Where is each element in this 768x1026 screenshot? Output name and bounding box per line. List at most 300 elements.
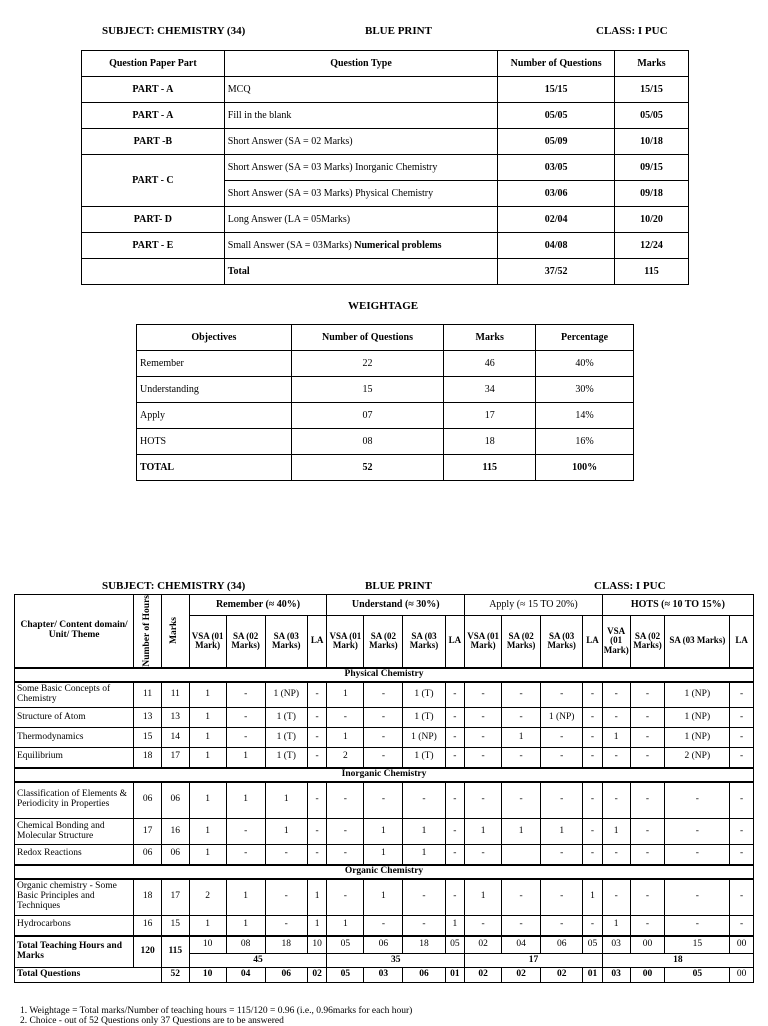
value-cell: 1 (NP) — [403, 728, 445, 748]
marks-cell: 17 — [161, 879, 189, 916]
subject-label: SUBJECT: CHEMISTRY (34) — [102, 25, 246, 37]
value-cell: - — [665, 782, 730, 819]
value-cell: - — [465, 708, 502, 728]
part-cell: PART - A — [82, 77, 225, 103]
value-cell: - — [502, 708, 541, 728]
section-row — [15, 865, 754, 879]
value-cell: 1 — [189, 728, 226, 748]
table-row — [82, 103, 689, 129]
table-row — [137, 429, 634, 455]
value-cell: - — [465, 916, 502, 936]
subcol-header: SA (02 Marks) — [502, 615, 541, 668]
value-cell: 1 — [189, 682, 226, 708]
total-hours: 120 — [134, 936, 162, 968]
value-cell: - — [502, 682, 541, 708]
value-cell: - — [730, 916, 754, 936]
value-cell: 1 — [265, 819, 307, 845]
hours-cell: 15 — [134, 728, 162, 748]
value-cell: - — [583, 819, 603, 845]
value-cell: 1 — [189, 916, 226, 936]
total-questions-value: 02 — [541, 968, 583, 983]
table-cell: Understanding — [137, 377, 292, 403]
value-cell: 1 — [502, 819, 541, 845]
value-cell: - — [226, 708, 265, 728]
type-text: MCQ — [227, 84, 251, 95]
table-cell: 07 — [291, 403, 444, 429]
class-label-2: CLASS: I PUC — [594, 580, 666, 592]
value-cell: - — [226, 728, 265, 748]
subcol-header: SA (03 Marks) — [265, 615, 307, 668]
marks-cell: 06 — [161, 845, 189, 865]
group-total: 35 — [327, 954, 465, 968]
footnote — [20, 1006, 412, 1026]
table-row — [82, 233, 689, 259]
section-title: Inorganic Chemistry — [15, 768, 754, 782]
marks-cell: 15/15 — [615, 77, 689, 103]
value-cell: 1 — [602, 728, 630, 748]
subcol-header: VSA (01 Mark) — [327, 615, 364, 668]
section-row — [15, 768, 754, 782]
value-cell: - — [445, 819, 465, 845]
hours-cell: 13 — [134, 708, 162, 728]
header-cell: Number of Questions — [498, 51, 615, 77]
type-cell — [224, 233, 497, 259]
marks-cell: 10/20 — [615, 207, 689, 233]
group-total: 18 — [602, 954, 753, 968]
marks-cell: 14 — [161, 728, 189, 748]
type-text: Short Answer (SA = 03 Marks) Physical Chemistry — [227, 188, 434, 199]
value-cell: - — [502, 782, 541, 819]
table-cell: TOTAL — [137, 455, 292, 481]
group-total: 45 — [189, 954, 327, 968]
marks-cell: 05/05 — [615, 103, 689, 129]
value-cell: - — [602, 708, 630, 728]
table-cell: 14% — [536, 403, 634, 429]
value-cell: - — [403, 782, 445, 819]
value-cell: 1 — [226, 748, 265, 768]
group-understand: Understand (≈ 30%) — [327, 595, 465, 616]
value-cell: 1 — [226, 782, 265, 819]
value-cell: 1 — [541, 819, 583, 845]
hours-cell: 16 — [134, 916, 162, 936]
part-cell: PART - A — [82, 103, 225, 129]
value-cell: 1 — [307, 916, 327, 936]
value-cell: - — [307, 748, 327, 768]
total-questions-row — [15, 968, 754, 983]
value-cell: - — [630, 819, 665, 845]
value-cell: - — [630, 748, 665, 768]
value-cell: - — [630, 782, 665, 819]
table-row — [15, 845, 754, 865]
total-questions-value: 02 — [502, 968, 541, 983]
value-cell: - — [327, 845, 364, 865]
group-remember: Remember (≈ 40%) — [189, 595, 327, 616]
value-cell: - — [630, 682, 665, 708]
footnote-line: 2. Choice - out of 52 Questions only 37 Questions are to be answered — [20, 1016, 284, 1026]
subcol-header: VSA (01 Mark) — [189, 615, 226, 668]
value-cell: - — [403, 916, 445, 936]
section-row — [15, 668, 754, 682]
total-questions-value: 05 — [665, 968, 730, 983]
value-cell: - — [541, 916, 583, 936]
table-cell: 15 — [291, 377, 444, 403]
value-cell: - — [502, 916, 541, 936]
table-row — [15, 682, 754, 708]
hours-header: Number of Hours — [134, 595, 162, 668]
type-bold-text: Numerical problems — [354, 240, 442, 251]
header-cell: Objectives — [137, 325, 292, 351]
header-cell: Marks — [444, 325, 536, 351]
total-value: 10 — [307, 936, 327, 954]
type-cell — [224, 155, 497, 181]
value-cell: - — [445, 845, 465, 865]
total-questions-value: 01 — [445, 968, 465, 983]
table-header-row — [82, 51, 689, 77]
value-cell: - — [226, 819, 265, 845]
value-cell: 1 — [602, 916, 630, 936]
value-cell: 1 — [189, 708, 226, 728]
marks-cell: 13 — [161, 708, 189, 728]
value-cell: - — [403, 879, 445, 916]
value-cell: - — [226, 845, 265, 865]
subcol-header: LA — [307, 615, 327, 668]
total-questions-value: 05 — [327, 968, 364, 983]
value-cell: 1 (T) — [265, 708, 307, 728]
table-cell: 16% — [536, 429, 634, 455]
chapter-cell: Thermodynamics — [15, 728, 134, 748]
total-questions-value: 10 — [189, 968, 226, 983]
marks-cell: 115 — [615, 259, 689, 285]
table-row — [82, 77, 689, 103]
subcol-header: SA (03 Marks) — [403, 615, 445, 668]
value-cell: - — [307, 819, 327, 845]
subcol-header: SA (02 Marks) — [364, 615, 403, 668]
hours-cell: 18 — [134, 748, 162, 768]
total-value: 15 — [665, 936, 730, 954]
value-cell: - — [307, 782, 327, 819]
value-cell: - — [502, 748, 541, 768]
value-cell: - — [541, 748, 583, 768]
chapter-cell: Chemical Bonding and Molecular Structure — [15, 819, 134, 845]
table-row — [137, 455, 634, 481]
subcol-header: LA — [583, 615, 603, 668]
value-cell: - — [364, 682, 403, 708]
num-cell: 03/05 — [498, 155, 615, 181]
hours-cell: 06 — [134, 782, 162, 819]
num-cell: 04/08 — [498, 233, 615, 259]
table-cell: 22 — [291, 351, 444, 377]
total-value: 08 — [226, 936, 265, 954]
value-cell: - — [445, 682, 465, 708]
total-row — [15, 936, 754, 954]
value-cell — [502, 845, 541, 865]
value-cell: - — [730, 819, 754, 845]
total-value: 05 — [327, 936, 364, 954]
type-text: Long Answer (LA = 05Marks) — [227, 214, 351, 225]
value-cell: 1 — [327, 916, 364, 936]
value-cell: - — [465, 748, 502, 768]
table-row — [15, 879, 754, 916]
table-row — [15, 916, 754, 936]
value-cell: 1 (T) — [403, 682, 445, 708]
part-cell: PART -B — [82, 129, 225, 155]
total-value: 00 — [730, 936, 754, 954]
type-text: Total — [227, 266, 250, 277]
chapter-cell: Some Basic Concepts of Chemistry — [15, 682, 134, 708]
value-cell: - — [307, 728, 327, 748]
value-cell: 1 — [226, 916, 265, 936]
value-cell: - — [730, 708, 754, 728]
subcol-header: LA — [730, 615, 754, 668]
value-cell: - — [583, 708, 603, 728]
value-cell: - — [583, 682, 603, 708]
subcol-header: SA (02 Marks) — [630, 615, 665, 668]
value-cell: - — [265, 879, 307, 916]
marks-header: Marks — [161, 595, 189, 668]
value-cell: - — [630, 916, 665, 936]
value-cell: - — [602, 682, 630, 708]
type-cell — [224, 259, 497, 285]
value-cell: - — [665, 819, 730, 845]
weightage-table — [136, 324, 634, 481]
total-value: 02 — [465, 936, 502, 954]
total-questions-value: 01 — [583, 968, 603, 983]
table-cell: Apply — [137, 403, 292, 429]
value-cell: - — [327, 879, 364, 916]
marks-cell: 10/18 — [615, 129, 689, 155]
table-cell: 115 — [444, 455, 536, 481]
total-value: 18 — [265, 936, 307, 954]
total-value: 18 — [403, 936, 445, 954]
total-questions-value: 04 — [226, 968, 265, 983]
total-questions-marks: 52 — [161, 968, 189, 983]
value-cell: 1 (NP) — [541, 708, 583, 728]
value-cell: 1 — [403, 819, 445, 845]
header-cell: Question Paper Part — [82, 51, 225, 77]
header-cell: Percentage — [536, 325, 634, 351]
value-cell: - — [445, 879, 465, 916]
marks-cell: 11 — [161, 682, 189, 708]
blueprint-table — [14, 594, 754, 983]
marks-cell: 09/15 — [615, 155, 689, 181]
table-row — [82, 155, 689, 181]
blueprint-title-2: BLUE PRINT — [365, 580, 432, 592]
value-cell: 2 — [189, 879, 226, 916]
chapter-cell: Classification of Elements & Periodicity in Properties — [15, 782, 134, 819]
total-value: 00 — [630, 936, 665, 954]
value-cell: 1 — [502, 728, 541, 748]
value-cell: - — [541, 728, 583, 748]
header-cell: Question Type — [224, 51, 497, 77]
value-cell: 1 — [403, 845, 445, 865]
table-row — [82, 259, 689, 285]
value-cell: - — [364, 708, 403, 728]
value-cell: 1 — [189, 845, 226, 865]
hours-cell: 17 — [134, 819, 162, 845]
total-questions-value: 00 — [630, 968, 665, 983]
footnote-line: 1. Weightage = Total marks/Number of teaching hours = 115/120 = 0.96 (i.e., 0.96marks for each hour) — [20, 1006, 413, 1016]
subject-label-2: SUBJECT: CHEMISTRY (34) — [102, 580, 246, 592]
value-cell: 1 — [583, 879, 603, 916]
value-cell: 1 — [364, 819, 403, 845]
type-text: Short Answer (SA = 03 Marks) Inorganic Chemistry — [227, 162, 438, 173]
value-cell: - — [541, 879, 583, 916]
type-text: Short Answer (SA = 02 Marks) — [227, 136, 353, 147]
table-cell: Remember — [137, 351, 292, 377]
value-cell: - — [265, 845, 307, 865]
num-cell: 37/52 — [498, 259, 615, 285]
value-cell: 2 (NP) — [665, 748, 730, 768]
total-value: 05 — [445, 936, 465, 954]
total-questions-value: 03 — [364, 968, 403, 983]
value-cell: 1 — [445, 916, 465, 936]
table-row — [15, 782, 754, 819]
value-cell: - — [730, 879, 754, 916]
total-value: 05 — [583, 936, 603, 954]
marks-cell: 06 — [161, 782, 189, 819]
value-cell: - — [445, 708, 465, 728]
total-label: Total Teaching Hours and Marks — [15, 936, 134, 968]
value-cell: - — [730, 728, 754, 748]
table-row — [15, 748, 754, 768]
value-cell: 1 (NP) — [265, 682, 307, 708]
table-row — [137, 403, 634, 429]
value-cell: - — [630, 728, 665, 748]
subcol-header: SA (03 Marks) — [541, 615, 583, 668]
num-cell: 05/05 — [498, 103, 615, 129]
chapter-header: Chapter/ Content domain/ Unit/ Theme — [15, 595, 134, 668]
subcol-header: VSA (01 Mark) — [465, 615, 502, 668]
value-cell: - — [730, 748, 754, 768]
total-marks: 115 — [161, 936, 189, 968]
total-value: 03 — [602, 936, 630, 954]
value-cell: - — [265, 916, 307, 936]
value-cell: 1 — [307, 879, 327, 916]
subcol-header: SA (02 Marks) — [226, 615, 265, 668]
total-questions-value: 03 — [602, 968, 630, 983]
value-cell: 1 — [364, 845, 403, 865]
class-label: CLASS: I PUC — [596, 25, 668, 37]
chapter-cell: Organic chemistry - Some Basic Principles and Techniques — [15, 879, 134, 916]
part-cell: PART - C — [82, 155, 225, 207]
table-row — [15, 708, 754, 728]
value-cell: - — [327, 708, 364, 728]
value-cell: - — [445, 748, 465, 768]
value-cell: - — [465, 728, 502, 748]
marks-cell: 09/18 — [615, 181, 689, 207]
part-cell: PART- D — [82, 207, 225, 233]
value-cell: - — [730, 682, 754, 708]
value-cell: 1 — [602, 819, 630, 845]
value-cell: - — [630, 845, 665, 865]
subcol-header: SA (03 Marks) — [665, 615, 730, 668]
value-cell: 2 — [327, 748, 364, 768]
value-cell: 1 — [226, 879, 265, 916]
total-value: 06 — [541, 936, 583, 954]
total-questions-value: 02 — [465, 968, 502, 983]
value-cell: - — [665, 845, 730, 865]
value-cell: 1 — [327, 728, 364, 748]
num-cell: 05/09 — [498, 129, 615, 155]
value-cell: - — [541, 782, 583, 819]
hours-cell: 11 — [134, 682, 162, 708]
chapter-cell: Hydrocarbons — [15, 916, 134, 936]
table-header-row — [137, 325, 634, 351]
value-cell: 1 (T) — [265, 748, 307, 768]
total-questions-value: 06 — [403, 968, 445, 983]
value-cell: - — [583, 916, 603, 936]
header-cell: Marks — [615, 51, 689, 77]
value-cell: - — [327, 819, 364, 845]
value-cell: - — [307, 708, 327, 728]
table-cell: 52 — [291, 455, 444, 481]
marks-cell: 15 — [161, 916, 189, 936]
value-cell: - — [602, 748, 630, 768]
value-cell: 1 — [189, 748, 226, 768]
value-cell: - — [445, 782, 465, 819]
type-text: Small Answer (SA = 03Marks) — [227, 240, 355, 251]
weightage-title: WEIGHTAGE — [348, 300, 419, 312]
value-cell: - — [364, 728, 403, 748]
part-cell — [82, 259, 225, 285]
value-cell: - — [465, 682, 502, 708]
hours-cell: 06 — [134, 845, 162, 865]
table-cell: 40% — [536, 351, 634, 377]
value-cell: 1 — [465, 819, 502, 845]
total-value: 10 — [189, 936, 226, 954]
value-cell: - — [541, 845, 583, 865]
table-cell: 34 — [444, 377, 536, 403]
total-questions-value: 06 — [265, 968, 307, 983]
value-cell: 1 (NP) — [665, 708, 730, 728]
value-cell: - — [583, 845, 603, 865]
type-cell — [224, 129, 497, 155]
question-paper-table — [81, 50, 689, 285]
value-cell: - — [630, 879, 665, 916]
value-cell: - — [226, 682, 265, 708]
marks-cell: 12/24 — [615, 233, 689, 259]
marks-cell: 17 — [161, 748, 189, 768]
num-cell: 02/04 — [498, 207, 615, 233]
total-questions-label: Total Questions — [15, 968, 162, 983]
value-cell: - — [465, 782, 502, 819]
section-title: Physical Chemistry — [15, 668, 754, 682]
header-cell: Number of Questions — [291, 325, 444, 351]
part-cell: PART - E — [82, 233, 225, 259]
value-cell: - — [465, 845, 502, 865]
value-cell: - — [445, 728, 465, 748]
section-title: Organic Chemistry — [15, 865, 754, 879]
value-cell: 1 — [189, 782, 226, 819]
value-cell: - — [541, 682, 583, 708]
table-cell: 18 — [444, 429, 536, 455]
num-cell: 03/06 — [498, 181, 615, 207]
value-cell: - — [665, 916, 730, 936]
table-row — [137, 377, 634, 403]
table-row — [137, 351, 634, 377]
value-cell: 1 (T) — [403, 708, 445, 728]
value-cell: 1 — [327, 682, 364, 708]
value-cell: - — [583, 748, 603, 768]
subcol-header: VSA (01 Mark) — [602, 615, 630, 668]
table-cell: HOTS — [137, 429, 292, 455]
type-cell — [224, 181, 497, 207]
total-questions-value: 02 — [307, 968, 327, 983]
value-cell: 1 (NP) — [665, 682, 730, 708]
value-cell: - — [665, 879, 730, 916]
type-cell — [224, 207, 497, 233]
value-cell: - — [583, 782, 603, 819]
